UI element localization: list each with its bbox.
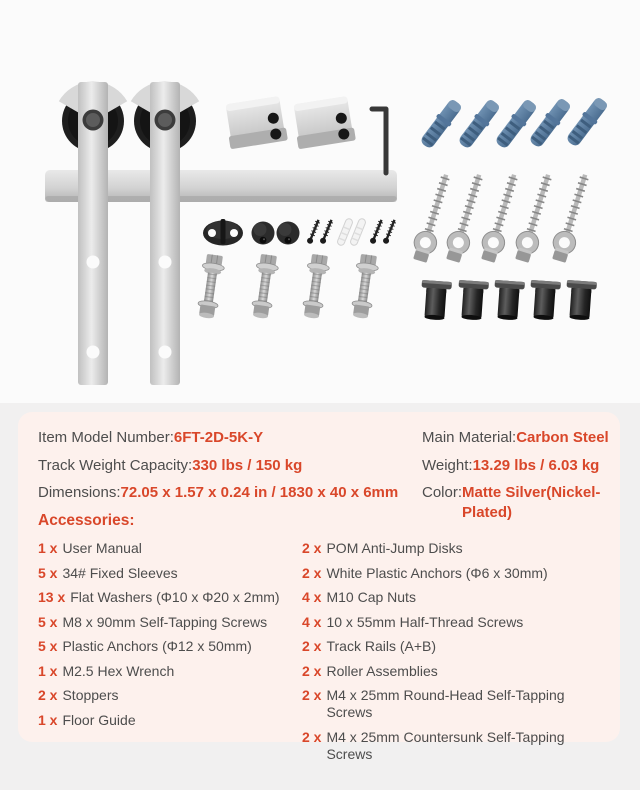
accessory-qty: 5 x bbox=[38, 613, 58, 630]
accessory-item bbox=[302, 638, 614, 655]
accessory-item bbox=[302, 687, 614, 721]
plastic-anchors bbox=[418, 95, 610, 150]
spec-row-dimensions bbox=[38, 483, 422, 503]
accessory-label: Roller Assemblies bbox=[326, 662, 438, 679]
spec-row-weight bbox=[422, 456, 614, 476]
anti-jump-disk bbox=[277, 222, 300, 245]
spec-card bbox=[18, 412, 620, 762]
accessories-column-right bbox=[302, 540, 614, 770]
accessory-label: M2.5 Hex Wrench bbox=[62, 662, 175, 679]
spec-row-capacity bbox=[38, 456, 422, 476]
accessory-label: User Manual bbox=[62, 540, 142, 556]
accessory-label: Stoppers bbox=[62, 687, 119, 703]
accessory-qty: 2 x bbox=[302, 728, 322, 745]
accessory-item bbox=[302, 565, 614, 582]
spec-value: 13.29 lbs / 6.03 kg bbox=[472, 456, 600, 474]
accessory-qty: 4 x bbox=[302, 613, 322, 630]
spec-column-right bbox=[422, 428, 614, 531]
accessories-title: Accessories: bbox=[38, 512, 135, 529]
spec-label: Track Weight Capacity: bbox=[38, 456, 193, 474]
accessories-column-left bbox=[38, 540, 302, 770]
spec-row-color bbox=[422, 483, 614, 523]
hex-wrench bbox=[372, 109, 386, 173]
spec-label: Main Material: bbox=[422, 429, 517, 446]
accessory-qty: 1 x bbox=[38, 711, 58, 728]
accessory-label: Plastic Anchors (Φ12 x 50mm) bbox=[62, 638, 252, 654]
lag-screws bbox=[409, 171, 596, 264]
spec-label: Color: bbox=[422, 484, 463, 501]
accessory-label: Track Rails (A+B) bbox=[326, 638, 437, 654]
spec-label: Weight: bbox=[422, 456, 473, 474]
accessory-item bbox=[302, 729, 614, 763]
accessory-item bbox=[38, 589, 302, 606]
accessory-qty: 13 x bbox=[38, 589, 66, 605]
accessory-label: Floor Guide bbox=[62, 711, 136, 728]
accessory-item bbox=[302, 540, 614, 557]
accessory-item bbox=[38, 687, 302, 704]
accessory-item bbox=[302, 614, 614, 631]
accessory-item bbox=[38, 712, 302, 729]
spec-column-left bbox=[38, 428, 422, 503]
accessory-qty: 2 x bbox=[302, 638, 322, 654]
track-connector bbox=[292, 96, 356, 150]
accessories-section bbox=[38, 540, 614, 770]
spec-value: 330 lbs / 150 kg bbox=[192, 456, 303, 474]
anti-jump-disk bbox=[252, 222, 275, 245]
spec-value: Carbon Steel bbox=[516, 429, 609, 446]
accessory-label: M8 x 90mm Self-Tapping Screws bbox=[62, 613, 268, 630]
accessory-label: M4 x 25mm Countersunk Self-Tapping Screws bbox=[326, 728, 565, 762]
accessory-label: M10 Cap Nuts bbox=[326, 589, 416, 605]
accessory-item bbox=[38, 638, 302, 655]
accessory-label: M4 x 25mm Round-Head Self-Tapping Screws bbox=[326, 687, 565, 720]
hex-bolts bbox=[195, 253, 380, 319]
accessory-item bbox=[38, 614, 302, 631]
accessory-label: Flat Washers (Φ10 x Φ20 x 2mm) bbox=[70, 589, 280, 605]
spec-value: Matte Silver(Nickel-Plated) bbox=[462, 484, 601, 521]
accessory-item bbox=[38, 565, 302, 582]
floor-guide bbox=[203, 219, 243, 246]
accessory-label: 10 x 55mm Half-Thread Screws bbox=[326, 613, 524, 630]
accessory-item bbox=[38, 663, 302, 680]
accessory-item bbox=[302, 663, 614, 680]
accessory-qty: 2 x bbox=[302, 687, 322, 703]
accessory-qty: 5 x bbox=[38, 638, 58, 654]
spec-row-model bbox=[38, 428, 422, 448]
accessory-item bbox=[38, 540, 302, 557]
accessory-qty: 1 x bbox=[38, 662, 58, 679]
spec-value: 6FT-2D-5K-Y bbox=[173, 429, 264, 446]
accessory-qty: 4 x bbox=[302, 589, 322, 605]
spec-label: Item Model Number: bbox=[38, 429, 174, 446]
spec-label: Dimensions: bbox=[38, 484, 121, 501]
spec-row-material bbox=[422, 428, 614, 448]
spec-value: 72.05 x 1.57 x 0.24 in / 1830 x 40 x 6mm bbox=[120, 484, 399, 501]
accessory-qty: 5 x bbox=[38, 564, 58, 581]
roller-hanger bbox=[134, 82, 196, 385]
accessory-label: 34# Fixed Sleeves bbox=[62, 564, 178, 581]
accessory-label: White Plastic Anchors (Φ6 x 30mm) bbox=[326, 564, 548, 581]
accessory-qty: 2 x bbox=[302, 662, 322, 679]
accessory-qty: 2 x bbox=[38, 687, 58, 703]
track-connector bbox=[224, 96, 288, 150]
accessory-label: POM Anti-Jump Disks bbox=[326, 540, 463, 556]
accessory-item bbox=[302, 589, 614, 606]
accessory-qty: 2 x bbox=[302, 564, 322, 581]
roller-hanger bbox=[62, 82, 124, 385]
cap-nut-sleeves bbox=[419, 280, 597, 321]
accessory-qty: 1 x bbox=[38, 540, 58, 556]
white-plastic-anchors bbox=[337, 218, 367, 247]
accessory-qty: 2 x bbox=[302, 540, 322, 556]
